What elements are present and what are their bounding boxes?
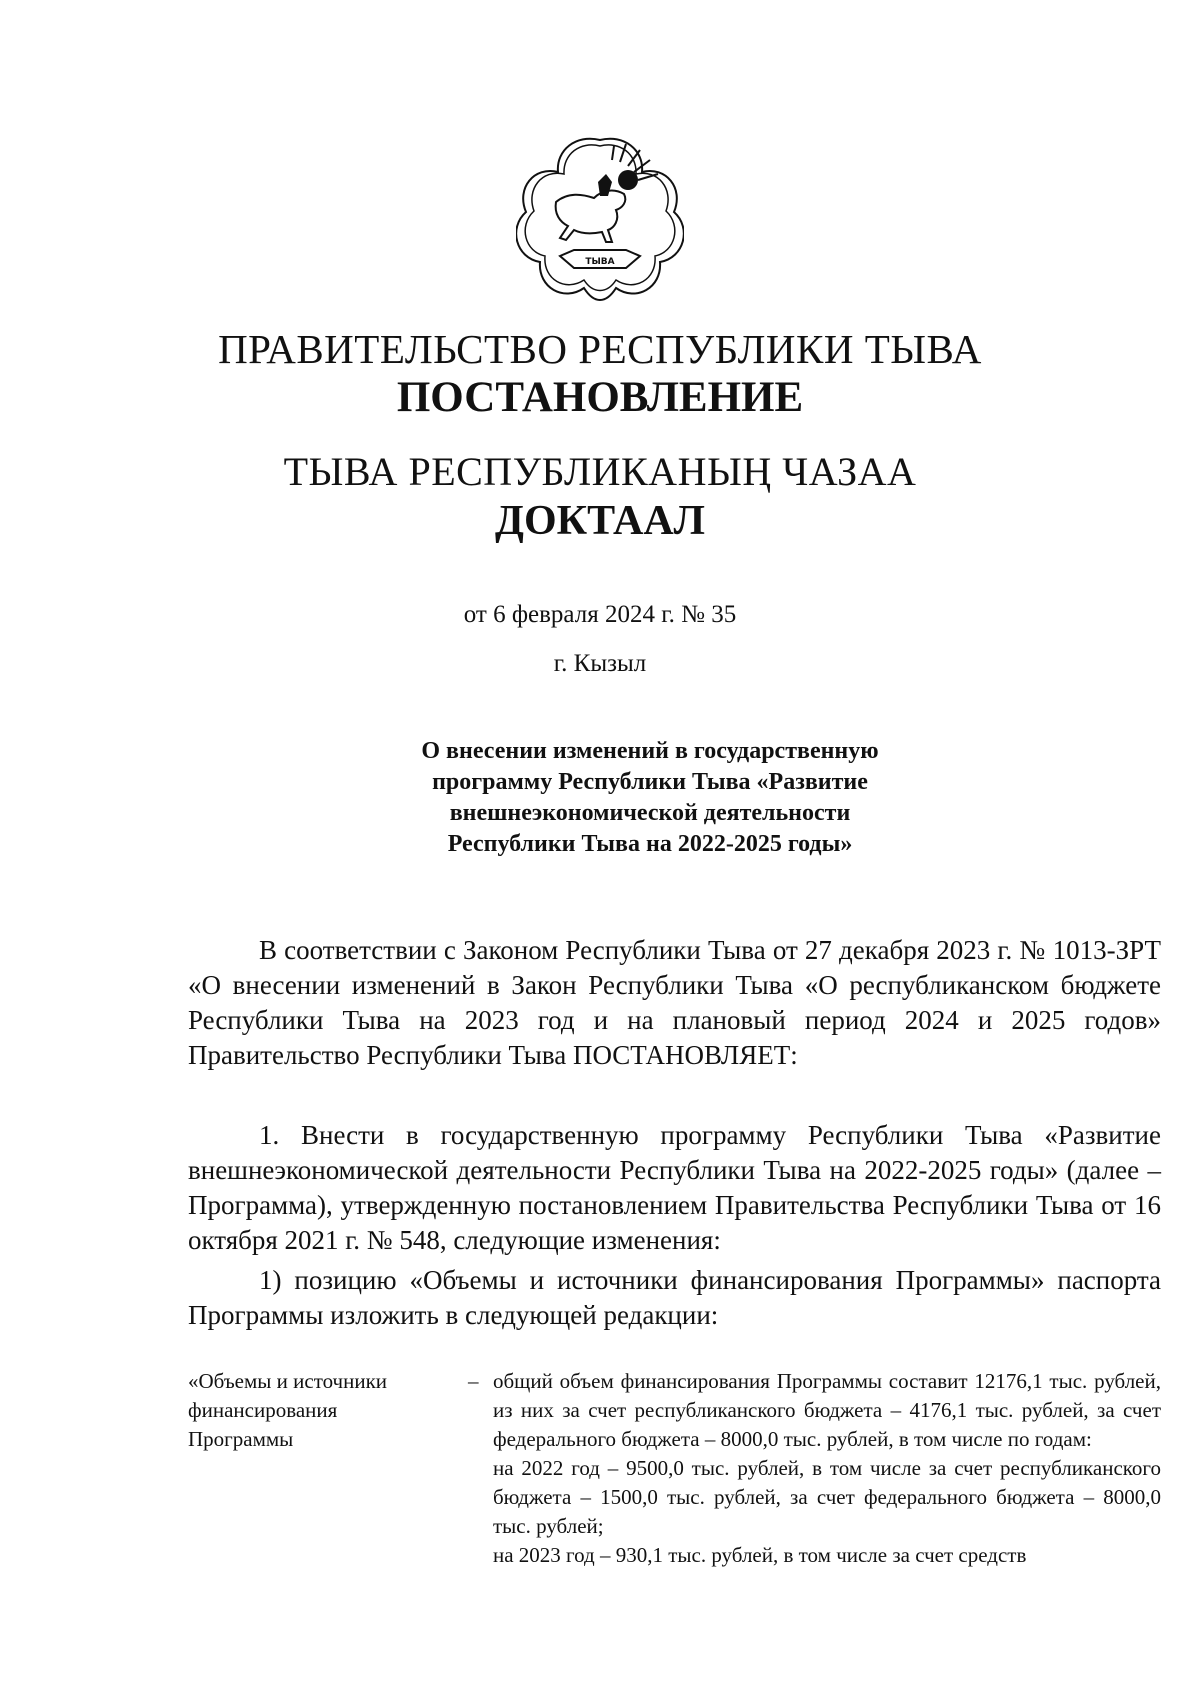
government-title: ПРАВИТЕЛЬСТВО РЕСПУБЛИКИ ТЫВА bbox=[218, 326, 982, 372]
decree-title-tuvan: ДОКТААЛ bbox=[495, 498, 705, 544]
financing-value-cell bbox=[493, 1367, 1161, 1570]
subject-line: внешнеэкономической деятельности bbox=[449, 800, 851, 826]
financing-dash: – bbox=[468, 1369, 479, 1393]
subitem-1-paragraph bbox=[188, 1263, 1161, 1333]
financing-line: общий объем финансирования Программы составит 12176,1 тыс. рублей, из них за счет республиканского бюджета – 4176,1 тыс. рублей, за счет федерального бюджета – 8000,0 тыс. рублей, в том числе по годам: bbox=[493, 1369, 1161, 1451]
government-title-tuvan: ТЫВА РЕСПУБЛИКАНЫҢ ЧАЗАА bbox=[283, 449, 917, 494]
preamble-paragraph bbox=[188, 933, 1161, 1073]
paragraph-text: 1) позицию «Объемы и источники финансирования Программы» паспорта Программы изложить в следующей редакции: bbox=[188, 1265, 1161, 1330]
subject-line: Республики Тыва на 2022-2025 годы» bbox=[447, 831, 853, 857]
financing-line: на 2023 год – 930,1 тыс. рублей, в том числе за счет средств bbox=[493, 1543, 1027, 1567]
paragraph-text: 1. Внести в государственную программу Республики Тыва «Развитие внешнеэкономической деятельности Республики Тыва на 2022-2025 годы» (далее – Программа), утвержденную постановлением Правительства Республики Тыва от 16 октября 2021 г. № 548, следующие изменения: bbox=[188, 1120, 1161, 1255]
decree-subject bbox=[360, 736, 940, 860]
tuva-coat-of-arms-icon bbox=[516, 132, 684, 304]
subject-line: О внесении изменений в государственную bbox=[421, 738, 879, 764]
svg-text:ТЫВА: ТЫВА bbox=[585, 257, 615, 267]
financing-label-cell: «Объемы и источники финансирования Программы bbox=[188, 1369, 388, 1451]
decree-city: г. Кызыл bbox=[553, 650, 647, 677]
decree-date-number: от 6 февраля 2024 г. № 35 bbox=[463, 601, 737, 628]
financing-line: на 2022 год – 9500,0 тыс. рублей, в том числе за счет республиканского бюджета – 1500,0 тыс. рублей, за счет федерального бюджета – 8000,0 тыс. рублей; bbox=[493, 1456, 1161, 1538]
item-1-paragraph bbox=[188, 1118, 1161, 1258]
coat-of-arms-emblem bbox=[516, 132, 684, 304]
subject-line: программу Республики Тыва «Развитие bbox=[432, 769, 868, 795]
decree-title: ПОСТАНОВЛЕНИЕ bbox=[396, 374, 804, 421]
paragraph-text: В соответствии с Законом Республики Тыва от 27 декабря 2023 г. № 1013-ЗРТ «О внесении изменений в Закон Республики Тыва «О республиканском бюджете Республики Тыва на 2023 год и на плановый период 2024 и 2025 годов» Правительство Республики Тыва ПОСТАНОВЛЯЕТ: bbox=[188, 935, 1161, 1070]
